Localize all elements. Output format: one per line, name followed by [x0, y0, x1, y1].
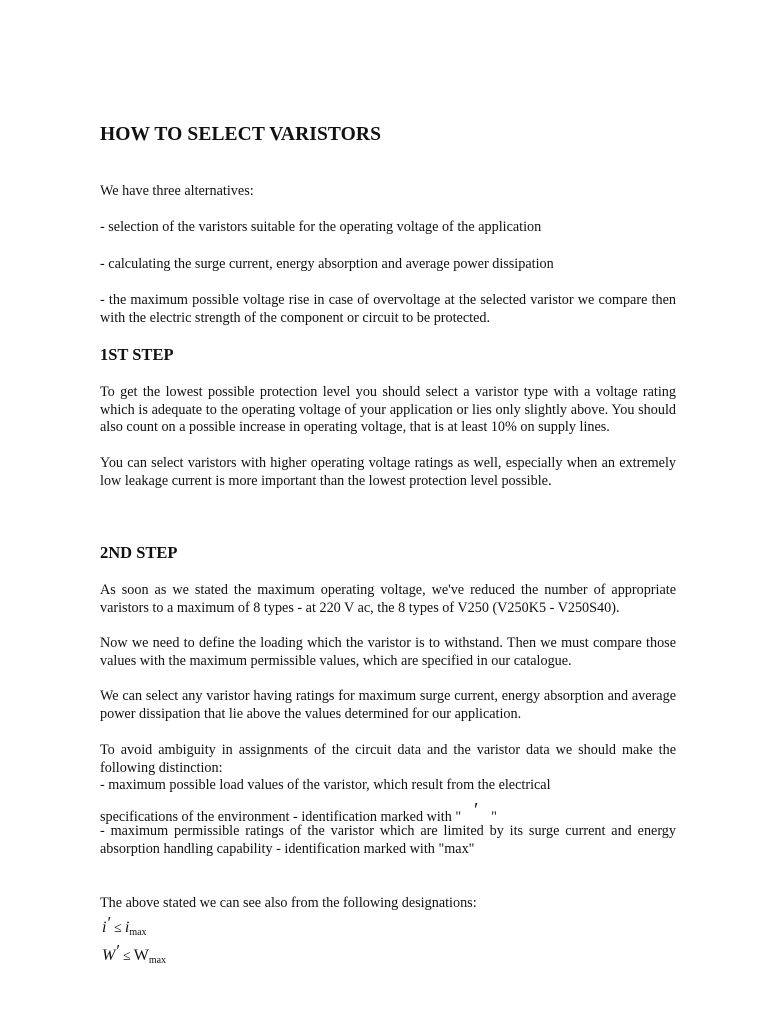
alternative-3: - the maximum possible voltage rise in case of overvoltage at the selected varistor we compare then with the electric strength of the component or circuit to be protected.: [100, 292, 676, 326]
alternative-1: - selection of the varistors suitable for the operating voltage of the application: [100, 219, 542, 235]
formula-current-rhs-sub: max: [129, 927, 147, 938]
formula-energy-relation: ≤: [123, 949, 131, 964]
formula-energy-prime: ′: [116, 941, 121, 960]
step2-paragraph-1: As soon as we stated the maximum operating voltage, we've reduced the number of appropriate varistors to a maximum of 8 types - at 220 V ac, the 8 types of V250 (V250K5 - V250S40).: [100, 582, 676, 616]
formula-current-relation: ≤: [114, 921, 122, 936]
formula-current: [102, 913, 147, 938]
distinction-item-1-line-1: - maximum possible load values of the varistor, which result from the electrical: [100, 777, 551, 793]
step1-paragraph-1: To get the lowest possible protection level you should select a varistor type with a voltage rating which is adequate to the operating voltage of your application or lies only slightly above. You should also count on a possible increase in operating voltage, that is at least 10% on supply lines.: [100, 384, 676, 436]
distinction-item-1-suffix: ": [491, 809, 497, 825]
formula-current-rhs-var: i: [124, 919, 130, 936]
designations-intro: The above stated we can see also from the following designations:: [100, 895, 477, 911]
distinction-item-2: - maximum permissible ratings of the varistor which are limited by its surge current and energy absorption handling capability - identification marked with "max": [100, 823, 676, 857]
step2-heading: 2ND STEP: [100, 543, 178, 562]
step2-paragraph-3: We can select any varistor having ratings for maximum surge current, energy absorption and average power dissipation that lie above the values determined for our application.: [100, 688, 676, 722]
formula-energy-rhs-sub: max: [148, 955, 167, 966]
formula-energy: [102, 941, 167, 966]
intro-text: We have three alternatives:: [100, 183, 254, 199]
formula-current-prime: ′: [107, 913, 112, 932]
document-title: HOW TO SELECT VARISTORS: [100, 124, 382, 145]
alternative-2: - calculating the surge current, energy absorption and average power dissipation: [100, 256, 554, 272]
distinction-intro: To avoid ambiguity in assignments of the circuit data and the varistor data we should make the following distinction:: [100, 742, 676, 776]
step1-heading: 1ST STEP: [100, 345, 174, 364]
formula-current-var: i: [102, 919, 107, 936]
distinction-item-1-prefix: specifications of the environment - identification marked with ": [100, 809, 462, 825]
formula-energy-rhs-var: W: [133, 947, 149, 964]
step1-paragraph-2: You can select varistors with higher operating voltage ratings as well, especially when an extremely low leakage current is more important than the lowest protection level possible.: [100, 455, 676, 489]
formula-energy-var: W: [102, 947, 116, 964]
prime-marker: ′: [473, 799, 479, 821]
step2-paragraph-2: Now we need to define the loading which the varistor is to withstand. Then we must compare those values with the maximum permissible values, which are specified in our catalogue.: [100, 635, 676, 669]
